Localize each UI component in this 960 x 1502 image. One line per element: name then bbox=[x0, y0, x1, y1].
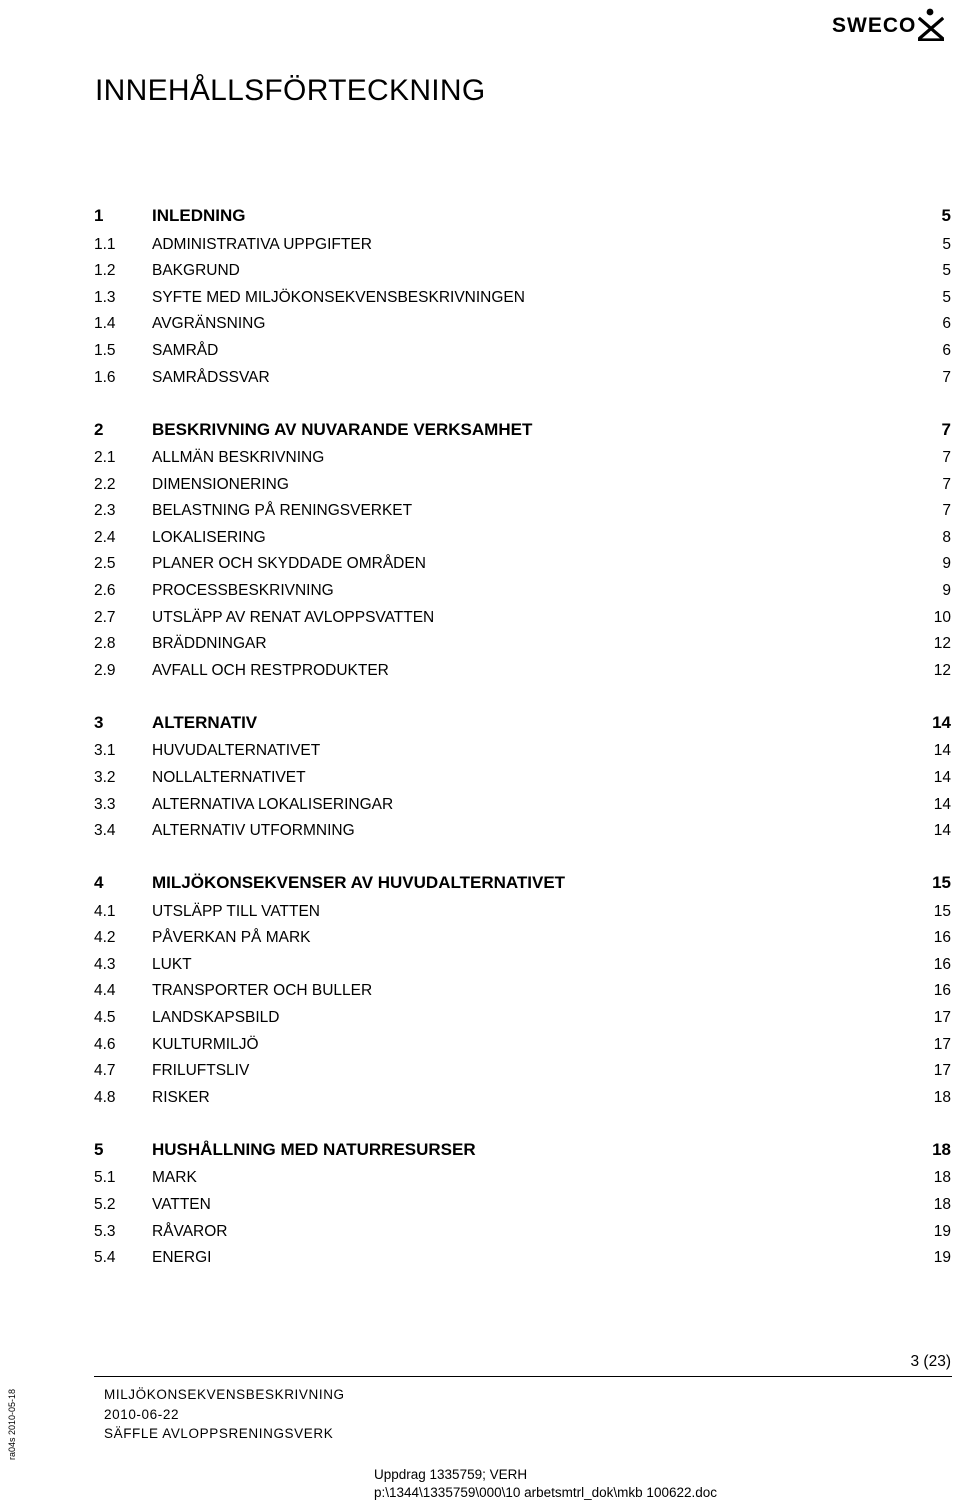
toc-section-row[interactable] bbox=[0, 259, 960, 283]
footer-date: 2010-06-22 bbox=[104, 1406, 180, 1422]
toc-page-number: 19 bbox=[933, 1222, 951, 1240]
toc-section-row[interactable] bbox=[0, 926, 960, 950]
toc-section-row[interactable] bbox=[0, 632, 960, 656]
toc-chapter-row[interactable] bbox=[0, 871, 960, 895]
toc-section-row[interactable] bbox=[0, 233, 960, 257]
toc-label: LOKALISERING bbox=[152, 528, 266, 546]
toc-section-row[interactable] bbox=[0, 1033, 960, 1057]
toc-label: MARK bbox=[152, 1169, 197, 1187]
toc-page-number: 12 bbox=[933, 635, 951, 653]
toc-section-row[interactable] bbox=[0, 1193, 960, 1217]
toc-section-row[interactable] bbox=[0, 1220, 960, 1244]
toc-label: BAKGRUND bbox=[152, 262, 240, 280]
toc-label: ALTERNATIV bbox=[152, 712, 258, 732]
toc-page-number: 15 bbox=[933, 902, 951, 920]
toc-label: BRÄDDNINGAR bbox=[152, 635, 267, 653]
toc-page-number: 14 bbox=[933, 768, 951, 786]
toc-number: 2.6 bbox=[94, 582, 116, 599]
toc-label: ADMINISTRATIVA UPPGIFTER bbox=[152, 235, 372, 253]
toc-number: 2.3 bbox=[94, 502, 116, 520]
toc-section-row[interactable] bbox=[0, 1086, 960, 1110]
toc-number: 5 bbox=[94, 1139, 104, 1159]
toc-label: AVFALL OCH RESTPRODUKTER bbox=[152, 661, 389, 679]
footer-document-info bbox=[104, 1385, 345, 1444]
toc-number: 1.3 bbox=[94, 288, 116, 306]
toc-page-number: 16 bbox=[933, 929, 951, 947]
toc-section-row[interactable] bbox=[0, 659, 960, 683]
footer-assignment: Uppdrag 1335759; VERH bbox=[374, 1467, 528, 1482]
toc-section-row[interactable] bbox=[0, 526, 960, 550]
toc-section-row[interactable] bbox=[0, 473, 960, 497]
toc-label: UTSLÄPP AV RENAT AVLOPPSVATTEN bbox=[152, 608, 435, 626]
toc-chapter-row[interactable] bbox=[0, 1138, 960, 1162]
toc-page-number: 16 bbox=[933, 955, 951, 973]
toc-label: HUVUDALTERNATIVET bbox=[152, 742, 321, 760]
toc-number: 2 bbox=[94, 419, 104, 439]
footer-doc-type: MILJÖKONSEKVENSBESKRIVNING bbox=[104, 1387, 345, 1402]
toc-label: INLEDNING bbox=[152, 206, 246, 225]
toc-number: 4.1 bbox=[94, 902, 116, 920]
toc-page-number: 18 bbox=[933, 1169, 951, 1187]
toc-number: 2.1 bbox=[94, 449, 116, 466]
toc-section-row[interactable] bbox=[0, 953, 960, 977]
sweco-logo bbox=[832, 6, 944, 46]
toc-label: SAMRÅD bbox=[152, 341, 219, 359]
toc-section-row[interactable] bbox=[0, 552, 960, 576]
toc-number: 4.7 bbox=[94, 1062, 116, 1080]
toc-page-number: 18 bbox=[933, 1088, 951, 1106]
toc-label: PROCESSBESKRIVNING bbox=[152, 582, 334, 599]
toc-page-number: 9 bbox=[942, 582, 951, 599]
toc-page-number: 7 bbox=[942, 475, 951, 493]
toc-label: SYFTE MED MILJÖKONSEKVENSBESKRIVNINGEN bbox=[152, 288, 525, 306]
toc-label: TRANSPORTER OCH BULLER bbox=[152, 982, 373, 1000]
toc-label: ALTERNATIV UTFORMNING bbox=[152, 822, 355, 840]
toc-page-number: 18 bbox=[932, 1139, 951, 1159]
toc-page-number: 12 bbox=[933, 661, 951, 679]
toc-number: 2.7 bbox=[94, 608, 116, 626]
toc-page-number: 14 bbox=[933, 795, 951, 813]
toc-label: SAMRÅDSSVAR bbox=[152, 368, 270, 386]
toc-number: 4.5 bbox=[94, 1009, 116, 1026]
toc-label: LANDSKAPSBILD bbox=[152, 1009, 280, 1026]
toc-label: DIMENSIONERING bbox=[152, 475, 289, 493]
toc-number: 4.4 bbox=[94, 982, 116, 1000]
toc-number: 1.5 bbox=[94, 341, 116, 359]
toc-number: 5.3 bbox=[94, 1222, 116, 1240]
toc-section-row[interactable] bbox=[0, 499, 960, 523]
toc-page-number: 17 bbox=[933, 1062, 951, 1080]
logo-text: SWECO bbox=[832, 14, 917, 37]
footer-path: p:\1344\1335759\000\10 arbetsmtrl_dok\mkb 100622.doc bbox=[374, 1485, 717, 1500]
toc-page-number: 7 bbox=[942, 368, 951, 386]
toc-section-row[interactable] bbox=[0, 1246, 960, 1270]
toc-number: 2.5 bbox=[94, 555, 116, 573]
toc-label: BESKRIVNING AV NUVARANDE VERKSAMHET bbox=[152, 419, 533, 439]
toc-number: 1.4 bbox=[94, 315, 116, 333]
toc-chapter-row[interactable] bbox=[0, 711, 960, 735]
toc-number: 1.6 bbox=[94, 368, 116, 386]
toc-page-number: 17 bbox=[933, 1009, 951, 1026]
toc-page-number: 5 bbox=[942, 235, 951, 253]
toc-number: 4 bbox=[94, 873, 104, 893]
toc-number: 5.2 bbox=[94, 1195, 116, 1213]
toc-page-number: 19 bbox=[933, 1249, 951, 1267]
toc-section-row[interactable] bbox=[0, 366, 960, 390]
toc-label: NOLLALTERNATIVET bbox=[152, 768, 306, 786]
toc-section-row[interactable] bbox=[0, 1166, 960, 1190]
toc-page-number: 9 bbox=[942, 555, 951, 573]
toc-section-row[interactable] bbox=[0, 339, 960, 363]
toc-label: FRILUFTSLIV bbox=[152, 1062, 250, 1080]
toc-label: ENERGI bbox=[152, 1249, 212, 1267]
toc-label: UTSLÄPP TILL VATTEN bbox=[152, 902, 320, 920]
toc-page-number: 6 bbox=[942, 315, 951, 333]
toc-label: RÅVAROR bbox=[152, 1222, 228, 1240]
toc-section-row[interactable] bbox=[0, 1006, 960, 1030]
toc-number: 4.3 bbox=[94, 955, 116, 973]
toc-page-number: 5 bbox=[941, 206, 951, 225]
toc-label: BELASTNING PÅ RENINGSVERKET bbox=[152, 502, 413, 520]
toc-number: 3.3 bbox=[94, 795, 116, 813]
toc-section-row[interactable] bbox=[0, 793, 960, 817]
page-counter: 3 (23) bbox=[910, 1353, 951, 1370]
toc-page-number: 7 bbox=[942, 449, 951, 466]
toc-label: VATTEN bbox=[152, 1195, 211, 1213]
toc-section-row[interactable] bbox=[0, 286, 960, 310]
toc-section-row[interactable] bbox=[0, 606, 960, 630]
toc-chapter-row[interactable] bbox=[0, 418, 960, 442]
toc-section-row[interactable] bbox=[0, 979, 960, 1003]
footer-reference bbox=[374, 1466, 717, 1502]
toc-number: 1 bbox=[94, 206, 104, 225]
toc-section-row[interactable] bbox=[0, 446, 960, 470]
toc-page-number: 8 bbox=[942, 528, 951, 546]
toc-page-number: 7 bbox=[941, 419, 951, 439]
sweco-figure-icon bbox=[918, 7, 944, 46]
toc-section-row[interactable] bbox=[0, 739, 960, 763]
toc-number: 5.1 bbox=[94, 1169, 116, 1187]
toc-section-row[interactable] bbox=[0, 766, 960, 790]
toc-page-number: 15 bbox=[932, 873, 951, 893]
toc-number: 4.6 bbox=[94, 1035, 116, 1053]
toc-number: 4.8 bbox=[94, 1088, 116, 1106]
toc-label: ALLMÄN BESKRIVNING bbox=[152, 449, 325, 466]
toc-chapter-row[interactable] bbox=[0, 204, 960, 228]
toc-label: ALTERNATIVA LOKALISERINGAR bbox=[152, 795, 394, 813]
toc-label: HUSHÅLLNING MED NATURRESURSER bbox=[152, 1139, 476, 1159]
toc-number: 3.1 bbox=[94, 742, 116, 760]
toc-page-number: 5 bbox=[942, 288, 951, 306]
toc-label: PÅVERKAN PÅ MARK bbox=[152, 929, 311, 947]
toc-section-row[interactable] bbox=[0, 579, 960, 603]
toc-label: RISKER bbox=[152, 1088, 210, 1106]
toc-number: 3.2 bbox=[94, 768, 116, 786]
toc-number: 5.4 bbox=[94, 1249, 116, 1267]
toc-label: LUKT bbox=[152, 955, 192, 973]
toc-label: PLANER OCH SKYDDADE OMRÅDEN bbox=[152, 555, 426, 573]
toc-page-number: 6 bbox=[942, 341, 951, 359]
toc-page-number: 10 bbox=[933, 608, 951, 626]
toc-number: 4.2 bbox=[94, 929, 116, 947]
toc-number: 1.1 bbox=[94, 235, 116, 253]
toc-page-number: 14 bbox=[932, 712, 951, 732]
toc-section-row[interactable] bbox=[0, 819, 960, 843]
toc-label: MILJÖKONSEKVENSER AV HUVUDALTERNATIVET bbox=[152, 873, 566, 893]
toc-page-number: 17 bbox=[933, 1035, 951, 1053]
toc-page-number: 14 bbox=[933, 742, 951, 760]
toc-section-row[interactable] bbox=[0, 1059, 960, 1083]
footer-subject: SÄFFLE AVLOPPSRENINGSVERK bbox=[104, 1426, 334, 1441]
toc-number: 2.2 bbox=[94, 475, 116, 493]
toc-number: 2.8 bbox=[94, 635, 116, 653]
toc-page-number: 14 bbox=[933, 822, 951, 840]
toc-section-row[interactable] bbox=[0, 900, 960, 924]
toc-section-row[interactable] bbox=[0, 312, 960, 336]
toc-number: 3.4 bbox=[94, 822, 116, 840]
toc-label: KULTURMILJÖ bbox=[152, 1035, 259, 1053]
side-template-note: ra04s 2010-05-18 bbox=[7, 1388, 17, 1460]
footer-divider bbox=[94, 1376, 952, 1377]
toc-page-number: 7 bbox=[942, 502, 951, 520]
toc-number: 2.9 bbox=[94, 661, 116, 679]
toc-number: 2.4 bbox=[94, 528, 116, 546]
toc-number: 1.2 bbox=[94, 262, 116, 280]
toc-page-number: 16 bbox=[933, 982, 951, 1000]
toc-label: AVGRÄNSNING bbox=[152, 315, 266, 333]
toc-page-number: 5 bbox=[942, 262, 951, 280]
toc-number: 3 bbox=[94, 712, 104, 732]
page-title: INNEHÅLLSFÖRTECKNING bbox=[95, 74, 486, 107]
toc-page-number: 18 bbox=[933, 1195, 951, 1213]
